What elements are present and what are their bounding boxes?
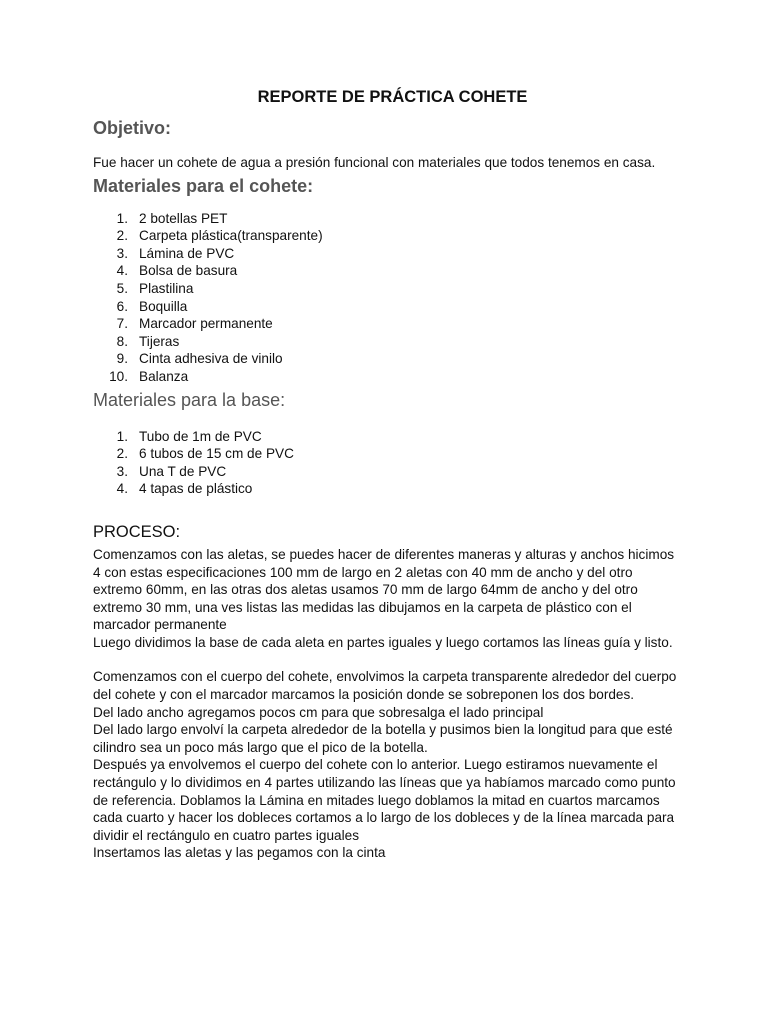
- list-item: 3. Una T de PVC: [116, 463, 227, 479]
- list-item: 4. 4 tapas de plástico: [116, 481, 253, 497]
- objective-text: Fue hacer un cohete de agua a presión funcional con materiales que todos tenemos en casa.: [93, 155, 656, 170]
- list-item: 3. Lámina de PVC: [116, 245, 235, 261]
- list-item: 6. Boquilla: [116, 298, 188, 314]
- process-paragraph: Del lado largo envolví la carpeta alrededor de la botella y pusimos bien la longitud para que esté cilindro sea un poco más largo que el pico de la botella.: [93, 722, 673, 755]
- list-item: 2. Carpeta plástica(transparente): [116, 228, 323, 244]
- process-paragraph: Después ya envolvemos el cuerpo del cohete con lo anterior. Luego estiramos nuevamente el rectángulo y lo dividimos en 4 partes utilizando las líneas que ya habíamos marcado como punto de referencia. Doblamos la Lámina en mitades luego doblamos la mitad en cuartos marcamos cada cuarto y hacer los dobleces cortamos a lo largo de los dobleces y de la línea marcada para dividir el rectángulo en cuatro partes iguales: [93, 757, 676, 843]
- process-paragraph: Del lado ancho agregamos pocos cm para que sobresalga el lado principal: [93, 704, 544, 720]
- process-paragraph: Luego dividimos la base de cada aleta en partes iguales y luego cortamos las líneas guía y listo.: [93, 634, 673, 650]
- list-item: 7. Marcador permanente: [116, 316, 273, 332]
- list-item: 10. Balanza: [109, 368, 189, 384]
- list-item: 1. Tubo de 1m de PVC: [116, 428, 262, 444]
- base-materials-list: [93, 428, 678, 498]
- list-item: 4. Bolsa de basura: [116, 263, 238, 279]
- process-paragraph: Comenzamos con las aletas, se puedes hacer de diferentes maneras y alturas y anchos hicimos 4 con estas especificaciones 100 mm de largo en 2 aletas con 40 mm de ancho y del otro extremo 60mm, en las otras dos aletas usamos 70 mm de largo 64mm de ancho y del otro extremo 30 mm, una ves listas las medidas las dibujamos en la carpeta de plástico con el marcador permanente: [93, 546, 675, 633]
- base-materials-heading: Materiales para la base:: [93, 389, 286, 410]
- rocket-materials-list: [93, 210, 678, 386]
- process-paragraph: Insertamos las aletas y las pegamos con la cinta: [93, 845, 386, 861]
- objective-heading: Objetivo:: [93, 118, 172, 138]
- list-item: 1. 2 botellas PET: [116, 210, 228, 226]
- list-item: 2. 6 tubos de 15 cm de PVC: [116, 446, 294, 462]
- process-heading: PROCESO:: [93, 522, 181, 541]
- list-item: 9. Cinta adhesiva de vinilo: [116, 351, 283, 367]
- document-page: [93, 86, 678, 862]
- list-item: 5. Plastilina: [116, 280, 194, 296]
- process-paragraph: Comenzamos con el cuerpo del cohete, envolvimos la carpeta transparente alrededor del cuerpo del cohete y con el marcador marcamos la posición donde se sobreponen los dos bordes.: [93, 669, 677, 703]
- rocket-materials-heading: Materiales para el cohete:: [93, 175, 314, 196]
- page-title: REPORTE DE PRÁCTICA COHETE: [257, 88, 528, 106]
- list-item: 8. Tijeras: [116, 333, 180, 349]
